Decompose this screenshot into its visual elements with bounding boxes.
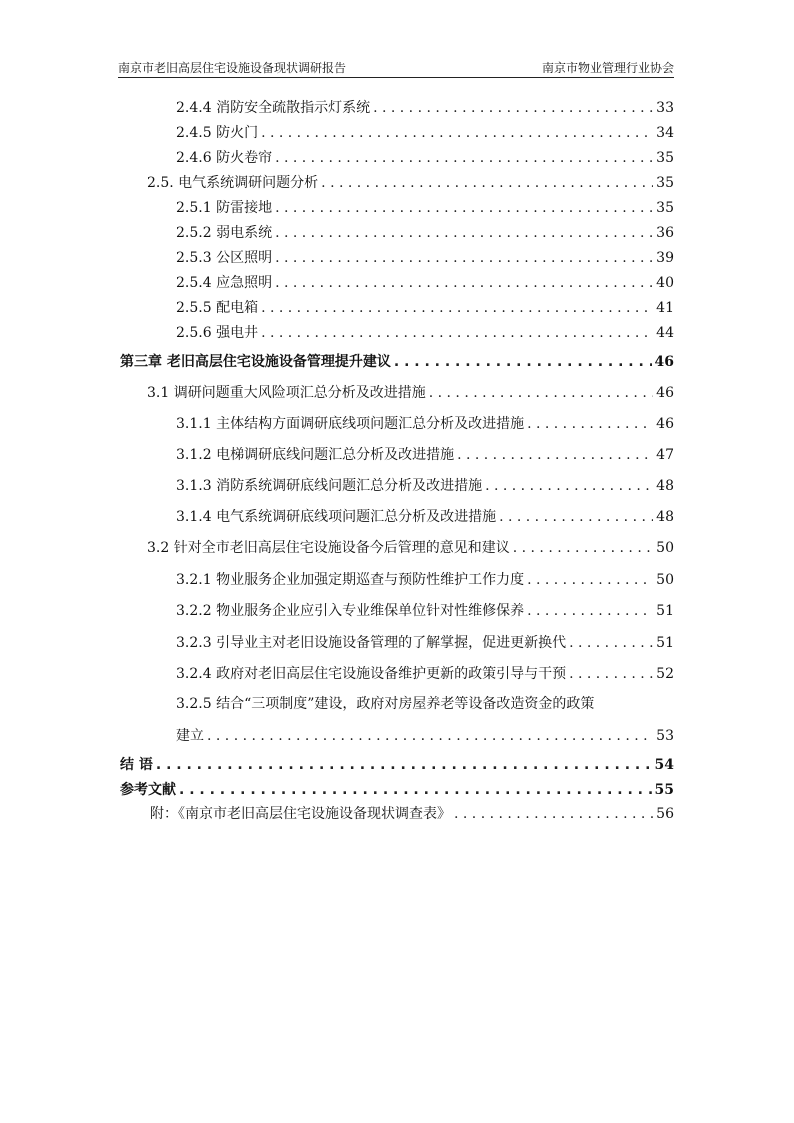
toc-entry-label: 2.5.4 应急照明 xyxy=(176,275,273,291)
toc-entry[interactable] xyxy=(176,663,674,685)
toc-leader-dots xyxy=(207,725,653,747)
toc-entry[interactable] xyxy=(176,632,674,654)
toc-entry-page: 39 xyxy=(656,250,674,266)
toc-leader-dots xyxy=(261,122,653,144)
toc-entry-label: 3.2.1 物业服务企业加强定期巡查与预防性维护工作力度 xyxy=(176,572,525,588)
toc-entry-label: 参考文献 xyxy=(120,782,176,798)
toc-entry-page: 55 xyxy=(654,782,674,798)
toc-entry-label: 3.1.4 电气系统调研底线项问题汇总分析及改进措施 xyxy=(176,509,497,525)
toc-entry[interactable] xyxy=(176,222,674,244)
toc-leader-dots xyxy=(275,247,653,269)
toc-entry-page: 40 xyxy=(656,275,674,291)
toc-leader-dots xyxy=(156,754,652,776)
toc-entry-page: 51 xyxy=(656,635,674,651)
toc-entry-label: 2.5.3 公区照明 xyxy=(176,250,273,266)
toc-entry[interactable] xyxy=(176,725,674,747)
toc-entry-page: 52 xyxy=(656,666,674,682)
toc-entry-page: 50 xyxy=(656,540,674,556)
toc-entry-label: 2.5.6 强电井 xyxy=(176,325,259,341)
toc-entry[interactable] xyxy=(176,322,674,344)
toc-entry-label: 2.4.4 消防安全疏散指示灯系统 xyxy=(176,100,371,116)
toc-entry-page: 47 xyxy=(656,447,674,463)
toc-entry[interactable] xyxy=(176,147,674,169)
toc-entry-label: 2.4.5 防火门 xyxy=(176,125,259,141)
toc-entry-page: 48 xyxy=(656,478,674,494)
toc-entry-label: 3.2.3 引导业主对老旧设施设备管理的了解掌握，促进更新换代 xyxy=(176,635,567,651)
toc-entry-page: 35 xyxy=(656,150,674,166)
toc-entry-label: 2.5.2 弱电系统 xyxy=(176,225,273,241)
toc-entry-label: 2.5. 电气系统调研问题分析 xyxy=(147,175,319,191)
toc-leader-dots xyxy=(499,506,653,528)
toc-entry[interactable] xyxy=(176,569,674,591)
toc-entry-page: 34 xyxy=(656,125,674,141)
toc-entry[interactable] xyxy=(176,272,674,294)
toc-leader-dots xyxy=(261,297,653,319)
toc-leader-dots xyxy=(429,382,653,404)
toc-leader-dots xyxy=(569,663,653,685)
toc-leader-dots xyxy=(373,97,653,119)
toc-leader-dots xyxy=(569,632,653,654)
toc-leader-dots xyxy=(179,779,652,801)
toc-entry-page: 50 xyxy=(656,572,674,588)
toc-leader-dots xyxy=(527,569,653,591)
toc-chapter-entry[interactable] xyxy=(120,779,674,801)
toc-entry-label: 3.1 调研问题重大风险项汇总分析及改进措施 xyxy=(147,385,426,401)
toc-entry-label: 3.2 针对全市老旧高层住宅设施设备今后管理的意见和建议 xyxy=(147,540,510,556)
toc-entry-page: 53 xyxy=(656,728,674,744)
toc-entry-page: 51 xyxy=(656,603,674,619)
toc-entry-page: 44 xyxy=(656,325,674,341)
toc-leader-dots xyxy=(275,272,653,294)
toc-entry[interactable] xyxy=(147,172,674,194)
toc-leader-dots xyxy=(454,803,653,825)
toc-entry[interactable] xyxy=(176,297,674,319)
toc-leader-dots xyxy=(275,147,653,169)
toc-chapter-entry[interactable] xyxy=(120,351,674,373)
toc-entry-page: 33 xyxy=(656,100,674,116)
toc-entry-label: 3.1.3 消防系统调研底线问题汇总分析及改进措施 xyxy=(176,478,483,494)
toc-entry-page: 54 xyxy=(654,757,674,773)
toc-leader-dots xyxy=(321,172,653,194)
toc-entry-page: 56 xyxy=(656,806,674,822)
toc-entry[interactable] xyxy=(176,475,674,497)
toc-entry[interactable] xyxy=(176,197,674,219)
toc-entry-label: 第三章 老旧高层住宅设施设备管理提升建议 xyxy=(120,354,391,370)
header-organization: 南京市物业管理行业协会 xyxy=(541,61,674,75)
toc-entry-label: 3.1.1 主体结构方面调研底线项问题汇总分析及改进措施 xyxy=(176,416,525,432)
toc-entry[interactable] xyxy=(176,506,674,528)
toc-entry[interactable] xyxy=(176,413,674,435)
toc-chapter-entry[interactable] xyxy=(120,754,674,776)
toc-entry[interactable] xyxy=(147,537,674,559)
toc-entry[interactable] xyxy=(176,600,674,622)
toc-entry-page: 36 xyxy=(656,225,674,241)
toc-leader-dots xyxy=(485,475,653,497)
toc-entry-label: 2.4.6 防火卷帘 xyxy=(176,150,273,166)
toc-entry[interactable] xyxy=(150,803,674,825)
toc-entry-label: 2.5.1 防雷接地 xyxy=(176,200,273,216)
toc-entry-label-wrapped[interactable]: 3.2.5 结合“三项制度”建设，政府对房屋养老等设备改造资金的政策 xyxy=(176,696,595,712)
toc-entry-label: 建立 xyxy=(176,728,204,744)
toc-entry-page: 46 xyxy=(656,385,674,401)
toc-entry[interactable] xyxy=(176,122,674,144)
toc-leader-dots xyxy=(513,537,653,559)
toc-entry-label: 3.2.4 政府对老旧高层住宅设施设备维护更新的政策引导与干预 xyxy=(176,666,567,682)
header-report-title: 南京市老旧高层住宅设施设备现状调研报告 xyxy=(118,61,347,75)
toc-entry-page: 46 xyxy=(656,416,674,432)
toc-entry-label: 结 语 xyxy=(120,757,153,773)
toc-leader-dots xyxy=(275,222,653,244)
toc-entry-page: 48 xyxy=(656,509,674,525)
toc-entry-page: 46 xyxy=(654,354,674,370)
toc-leader-dots xyxy=(394,351,652,373)
toc-leader-dots xyxy=(527,413,653,435)
toc-entry-page: 35 xyxy=(656,200,674,216)
toc-entry-page: 41 xyxy=(656,300,674,316)
toc-entry-label: 附：《南京市老旧高层住宅设施设备现状调查表》 xyxy=(150,806,451,822)
toc-leader-dots xyxy=(457,444,653,466)
toc-leader-dots xyxy=(261,322,653,344)
toc-entry-label: 3.2.2 物业服务企业应引入专业维保单位针对性维修保养 xyxy=(176,603,525,619)
toc-entry-label: 2.5.5 配电箱 xyxy=(176,300,259,316)
toc-entry[interactable] xyxy=(176,97,674,119)
toc-entry[interactable] xyxy=(176,444,674,466)
toc-entry-label: 3.1.2 电梯调研底线问题汇总分析及改进措施 xyxy=(176,447,455,463)
toc-leader-dots xyxy=(275,197,653,219)
toc-leader-dots xyxy=(527,600,653,622)
toc-entry[interactable] xyxy=(147,382,674,404)
toc-entry-page: 35 xyxy=(656,175,674,191)
toc-entry[interactable] xyxy=(176,247,674,269)
